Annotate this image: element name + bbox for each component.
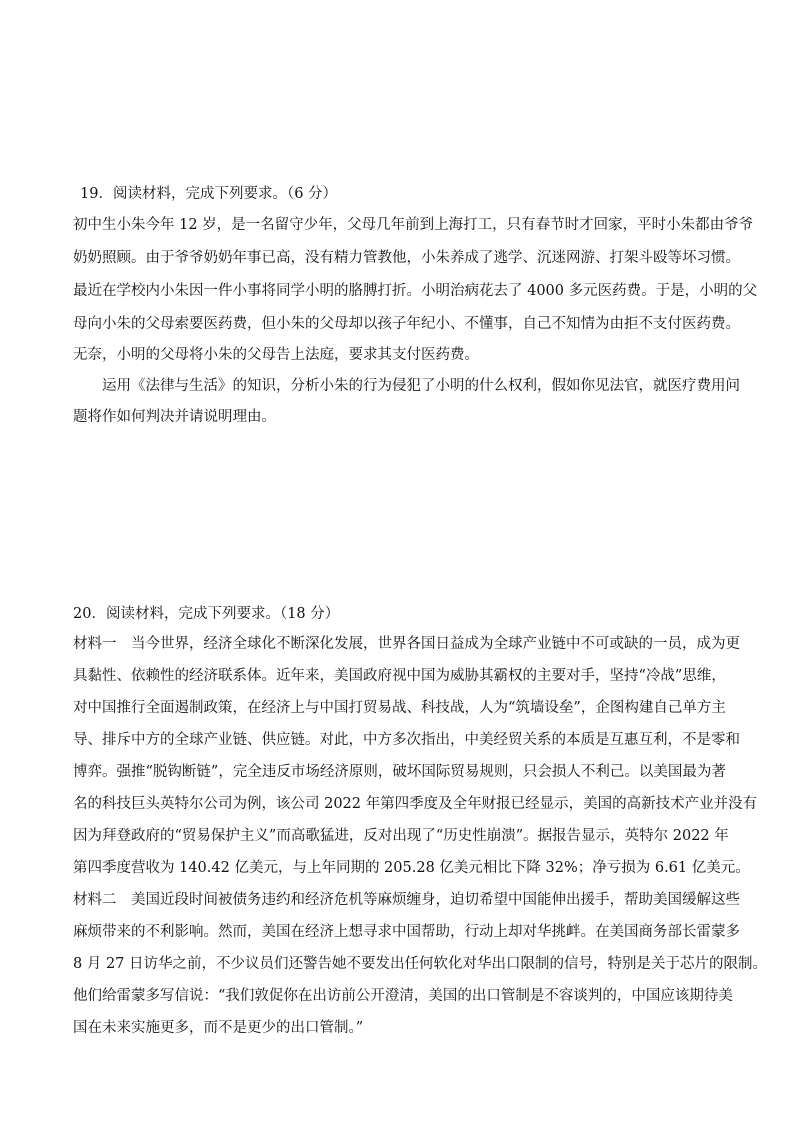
q19-question: 运用《法律与生活》的知识，分析小朱的行为侵犯了小明的什么权利，假如你见法官，就医疗费用问 [73,378,740,394]
q20-material-line: 因为拜登政府的“贸易保护主义”而高歌猛进，反对出现了“历史性崩溃”。据报告显示，英特尔 2022 年 [73,828,729,844]
q19-line: 母向小朱的父母索要医药费，但小朱的父母却以孩子年纪小、不懂事，自己不知情为由拒不支付医药费。 [73,316,740,332]
q19-line: 无奈，小明的父母将小朱的父母告上法庭，要求其支付医药费。 [73,347,479,363]
q20-material-line: 8 月 27 日访华之前，不少议员们还警告她不要发出任何软化对华出口限制的信号，特别是关于芯片的限制。 [73,956,767,972]
q19-question: 题将作如何判决并请说明理由。 [73,409,276,425]
q20-title: 20．阅读材料，完成下列要求。（18 分） [73,606,340,622]
q19-title: 19．阅读材料，完成下列要求。（6 分） [80,186,338,202]
q20-material-line: 对中国推行全面遏制政策，在经济上与中国打贸易战、科技战，人为“筑墙设垒”，企图构建自己单方主 [73,700,726,716]
q20-material-line: 导、排斥中方的全球产业链、供应链。对此，中方多次指出，中美经贸关系的本质是互惠互利，不是零和 [73,732,740,748]
q19-line: 奶奶照顾。由于爷爷奶奶年事已高，没有精力管教他，小朱养成了逃学、沉迷网游、打架斗殴等坏习惯。 [73,250,740,266]
q19-line: 初中生小朱今年 12 岁，是一名留守少年，父母几年前到上海打工，只有春节时才回家，平时小朱都由爷爷 [73,217,754,233]
q20-material-line: 博弈。强推“脱钩断链”，完全违反市场经济原则，破坏国际贸易规则，只会损人不利己。以美国最为著 [73,764,726,780]
q20-material-line: 材料一 当今世界，经济全球化不断深化发展，世界各国日益成为全球产业链中不可或缺的一员，成为更 [73,636,740,652]
q20-material-line: 国在未来实施更多，而不是更少的出口管制。” [73,1020,364,1036]
q20-material-line: 材料二 美国近段时间被债务违约和经济危机等麻烦缠身，迫切希望中国能伸出援手，帮助美国缓解这些 [73,892,740,908]
q20-material-line: 他们给雷蒙多写信说：“我们敦促你在出访前公开澄清，美国的出口管制是不容谈判的，中国应该期待美 [73,988,733,1004]
q19-line: 最近在学校内小朱因一件小事将同学小明的胳膊打折。小明治病花去了 4000 多元医药费。于是，小明的父 [73,283,758,299]
q20-material-line: 第四季度营收为 140.42 亿美元，与上年同期的 205.28 亿美元相比下降 32%；净亏损为 6.61 亿美元。 [73,860,750,876]
q20-material-line: 麻烦带来的不利影响。然而，美国在经济上想寻求中国帮助，行动上却对华挑衅。在美国商务部长雷蒙多 [73,924,740,940]
q20-material-line: 具黏性、依赖性的经济联系体。近年来，美国政府视中国为威胁其霸权的主要对手，坚持“冷战”思维， [73,668,726,684]
q20-material-line: 名的科技巨头英特尔公司为例，该公司 2022 年第四季度及全年财报已经显示，美国的高新技术产业并没有 [73,796,758,812]
